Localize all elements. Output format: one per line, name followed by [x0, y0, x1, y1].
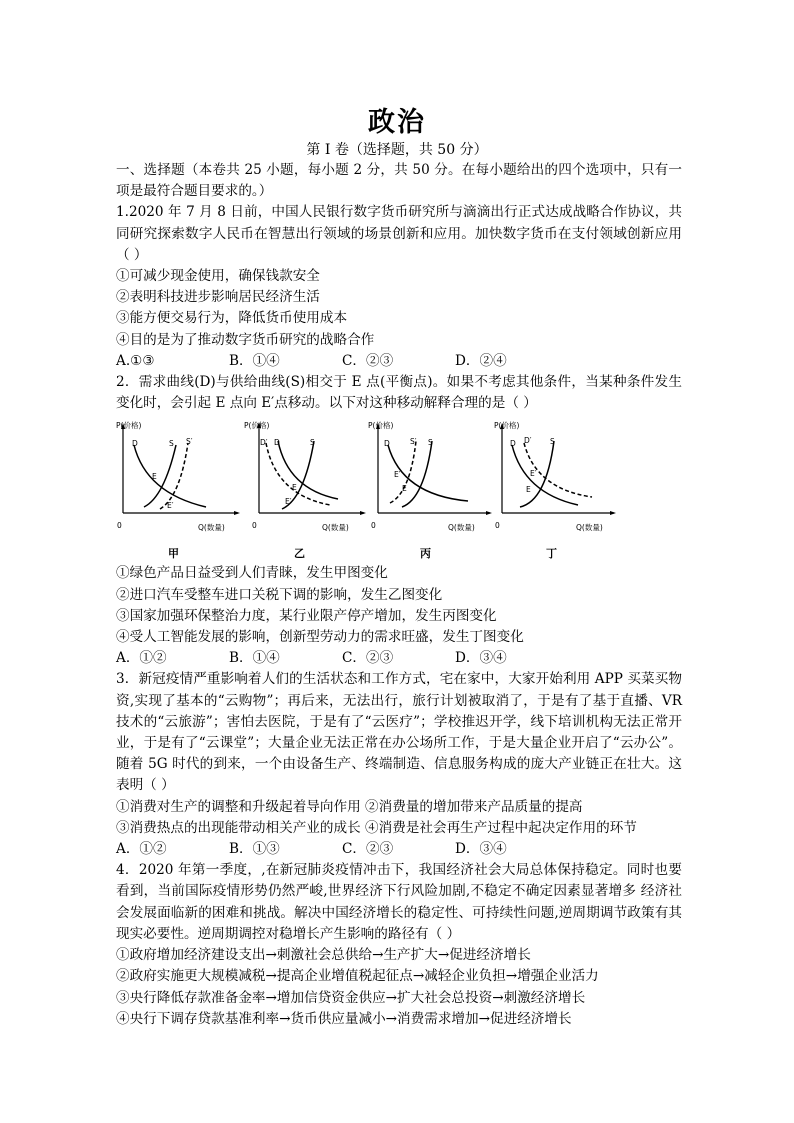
- q4-item: ④央行下调存贷款基准利率→货币供应量减小→消费需求增加→促进经济增长: [116, 1010, 572, 1027]
- q2-option-b: B．①④: [229, 650, 280, 667]
- q3-item: ③消费热点的出现能带动相关产业的成长 ④消费是社会再生产过程中起决定作用的环节: [116, 819, 637, 836]
- section-instructions: 一、选择题（本卷共 25 小题，每小题 2 分，共 50 分。在每小题给出的四个选项中，只有一项是最符合题目要求的。）: [116, 162, 682, 200]
- q2-option-c: C．②③: [342, 650, 394, 667]
- q1-options: [116, 351, 682, 372]
- q3-option-a: A．①②: [116, 841, 167, 858]
- diagram-jia-caption: 甲: [168, 547, 179, 561]
- diagram-yi-x-label: Q(数量): [322, 523, 349, 533]
- diagram-jia-point-e: E: [152, 472, 157, 482]
- q4-item: ①政府增加经济建设支出→刺激社会总供给→生产扩大→促进经济增长: [116, 947, 531, 964]
- q4-item: ③央行降低存款准备金率→增加信贷资金供应→扩大社会总投资→刺激经济增长: [116, 989, 586, 1006]
- diagram-ding-curve-d2: D′: [524, 436, 532, 446]
- diagram-jia-curve-d: D: [132, 439, 138, 449]
- diagram-yi: [242, 415, 372, 563]
- q1-option-b: B．①④: [229, 352, 280, 369]
- exam-body: [116, 160, 682, 1030]
- diagram-jia: [116, 415, 246, 563]
- diagram-bing-caption: 丙: [420, 547, 431, 561]
- diagram-bing-curve-d: D: [384, 439, 390, 449]
- q3-option-d: D．③④: [455, 841, 507, 858]
- diagram-ding: [494, 415, 624, 563]
- q2-diagrams: [116, 415, 682, 563]
- diagram-bing-x-label: Q(数量): [448, 523, 475, 533]
- q2-item: ③国家加强环保整治力度，某行业限产停产增加，发生丙图变化: [116, 607, 497, 624]
- diagram-yi-caption: 乙: [294, 547, 305, 561]
- diagram-jia-origin: 0: [117, 521, 122, 531]
- diagram-bing-point-e2: E′: [394, 470, 401, 480]
- part-subtitle: 第 I 卷（选择题，共 50 分）: [306, 142, 488, 158]
- diagram-yi-origin: 0: [252, 521, 257, 531]
- q3-option-c: C．②③: [342, 841, 394, 858]
- q1-option-d: D．②④: [455, 352, 507, 369]
- diagram-ding-caption: 丁: [546, 547, 557, 561]
- diagram-bing-curve-s: S: [428, 438, 433, 448]
- q1-item: ②表明科技进步影响居民经济生活: [116, 289, 320, 306]
- page-title: 政治: [368, 107, 426, 138]
- q2-item: ④受人工智能发展的影响，创新型劳动力的需求旺盛，发生丁图变化: [116, 629, 524, 646]
- diagram-jia-curve-s2: S′: [186, 437, 193, 447]
- q1-option-c: C．②③: [342, 352, 394, 369]
- q3-options: [116, 839, 682, 860]
- diagram-yi-point-e: E: [292, 483, 297, 493]
- diagram-yi-y-label: P(价格): [244, 421, 270, 431]
- q2-options: [116, 648, 682, 669]
- diagram-yi-curve-s: S: [310, 438, 315, 448]
- q2-item: ①绿色产品日益受到人们青睐，发生甲图变化: [116, 565, 388, 582]
- diagram-ding-curve-d: D: [510, 439, 516, 449]
- diagram-jia-point-e2: E′: [167, 501, 174, 511]
- q4-stem: 4．2020 年第一季度，,在新冠肺炎疫情冲击下，我国经济社会大局总体保持稳定。同时也要看到，当前国际疫情形势仍然严峻,世界经济下行风险加剧,不稳定不确定因素显著增多 经济社会发展面临新的困难和挑战。解决中国经济增长的稳定性、可持续性问题,逆周期调节政策有其现实必要性。逆周期调控对稳增长产生影响的路径有（ ）: [116, 862, 682, 942]
- diagram-jia-x-label: Q(数量): [198, 523, 225, 533]
- diagram-bing-origin: 0: [371, 521, 376, 531]
- q3-option-b: B．①③: [229, 841, 280, 858]
- diagram-jia-curve-s: S: [169, 439, 174, 449]
- q1-stem: 1.2020 年 7 月 8 日前，中国人民银行数字货币研究所与滴滴出行正式达成战略合作协议，共同研究探索数字人民币在智慧出行领域的场景创新和应用。加快数字货币在支付领域创新应用（ ）: [116, 204, 682, 263]
- diagram-ding-point-e: E: [526, 485, 531, 495]
- q4-item: ②政府实施更大规模减税→提高企业增值税起征点→减轻企业负担→增强企业活力: [116, 968, 599, 985]
- q1-item: ④目的是为了推动数字货币研究的战略合作: [116, 331, 375, 348]
- diagram-ding-point-e2: E′: [530, 469, 537, 479]
- diagram-bing-curve-s2: S′: [410, 437, 417, 447]
- diagram-yi-point-e2: E′: [285, 497, 292, 507]
- q2-option-d: D．③④: [455, 650, 507, 667]
- diagram-jia-y-label: P(价格): [116, 421, 142, 431]
- q2-stem: 2．需求曲线(D)与供给曲线(S)相交于 E 点(平衡点)。如果不考虑其他条件，当某种条件发生变化时，会引起 E 点向 E′点移动。以下对这种移动解释合理的是（ ）: [116, 374, 682, 412]
- q3-item: ①消费对生产的调整和升级起着导向作用 ②消费量的增加带来产品质量的提高: [116, 798, 583, 815]
- q2-item: ②进口汽车受整车进口关税下调的影响，发生乙图变化: [116, 586, 443, 603]
- diagram-ding-curve-s: S: [550, 437, 555, 447]
- q1-item: ③能方便交易行为，降低货币使用成本: [116, 310, 348, 327]
- diagram-ding-y-label: P(价格): [494, 421, 520, 431]
- diagram-bing: [368, 415, 498, 563]
- diagram-ding-origin: 0: [495, 521, 500, 531]
- q2-option-a: A．①②: [116, 650, 167, 667]
- diagram-ding-x-label: Q(数量): [576, 523, 603, 533]
- diagram-yi-curve-d2: D′: [260, 438, 268, 448]
- diagram-bing-point-e: E: [402, 484, 407, 494]
- q1-option-a: A.①③: [116, 352, 155, 369]
- diagram-yi-curve-d: D: [274, 438, 280, 448]
- diagram-bing-y-label: P(价格): [368, 421, 394, 431]
- q1-item: ①可减少现金使用，确保钱款安全: [116, 268, 320, 285]
- q3-stem: 3．新冠疫情严重影响着人们的生活状态和工作方式，宅在家中，大家开始利用 APP 买菜买物资,实现了基本的“云购物”；再后来，无法出行，旅行计划被取消了，于是有了基于直播、VR 技术的“云旅游”；害怕去医院，于是有了“云医疗”；学校推迟开学，线下培训机构无法正常开业，于是有了“云课堂”；大量企业无法正常在办公场所工作，于是大量企业开启了“云办公”。随着 5G 时代的到来，一个由设备生产、终端制造、信息服务构成的庞大产业链正在壮大。这表明（ ）: [116, 671, 682, 794]
